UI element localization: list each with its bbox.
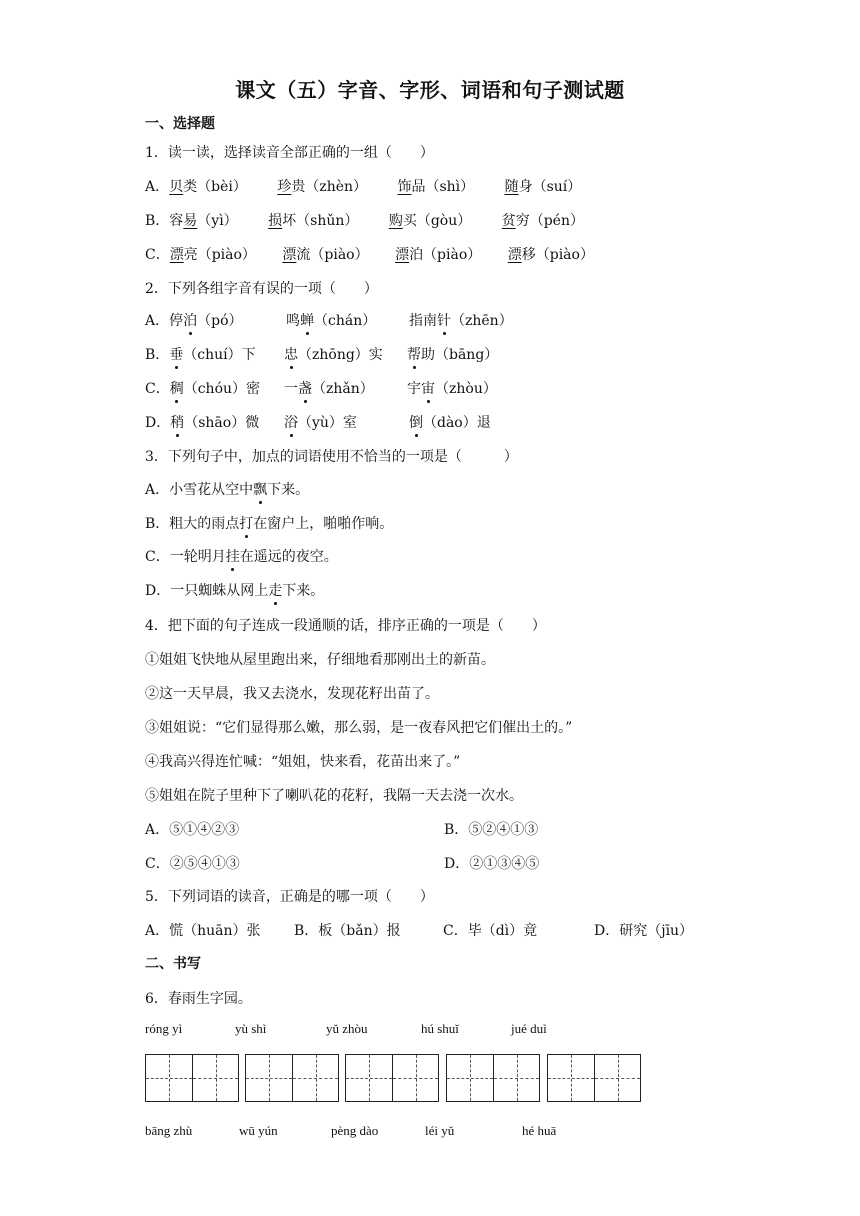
writing-cell[interactable] <box>192 1055 238 1101</box>
q2-option-c-word-2: 一盏（zhǎn） <box>284 378 374 398</box>
writing-cell[interactable] <box>292 1055 338 1101</box>
q2-option-c: C．稠（chóu）密 <box>145 378 260 398</box>
pinyin-5: jué duì <box>511 1021 547 1036</box>
writing-cell[interactable] <box>493 1055 539 1101</box>
writing-cell[interactable] <box>548 1055 594 1101</box>
q4-sentence-5: ⑤姐姐在院子里种下了喇叭花的花籽，我隔一天去浇一次水。 <box>145 788 523 804</box>
writing-grid-2[interactable] <box>245 1054 339 1102</box>
q5-option-a: A．慌（huān）张 <box>145 923 261 939</box>
q4-sentence-1: ①姐姐飞快地从屋里跑出来，仔细地看那刚出土的新苗。 <box>145 652 495 668</box>
q4-sentence-4: ④我高兴得连忙喊：“姐姐，快来看，花苗出来了。” <box>145 754 461 770</box>
q5-option-c: C．毕（dì）竟 <box>443 923 538 939</box>
writing-grid-5[interactable] <box>547 1054 641 1102</box>
q3-option-d: D．一只蜘蛛从网上走下来。 <box>145 580 324 600</box>
q2-option-d: D．稍（shāo）微 <box>145 412 259 432</box>
question-6-stem: 6．春雨生字园。 <box>145 991 252 1007</box>
question-4-stem: 4．把下面的句子连成一段通顺的话，排序正确的一项是（ ） <box>145 618 546 634</box>
question-2-stem: 2．下列各组字音有误的一项（ ） <box>145 281 378 297</box>
q3-option-a: A．小雪花从空中飘下来。 <box>145 479 309 499</box>
q2-option-b-word-2: 忠（zhōng）实 <box>284 344 383 364</box>
q2-option-a: A．停泊（pó） <box>145 310 243 330</box>
writing-grid-3[interactable] <box>345 1054 439 1102</box>
writing-cell[interactable] <box>346 1055 392 1101</box>
pinyin-2: yù shì <box>235 1021 267 1036</box>
page-title: 课文（五）字音、字形、词语和句子测试题 <box>235 78 625 102</box>
q2-option-a-word-3: 指南针（zhēn） <box>409 310 513 330</box>
q5-option-b: B．板（bǎn）报 <box>294 923 401 939</box>
pinyin-1: róng yì <box>145 1021 183 1036</box>
q4-option-a: A．⑤①④②③ <box>145 822 240 838</box>
writing-cell[interactable] <box>447 1055 493 1101</box>
q5-option-d: D．研究（jīu） <box>594 923 694 939</box>
q4-sentence-2: ②这一天早晨，我又去浇水，发现花籽出苗了。 <box>145 686 439 702</box>
pinyin-9: léi yǔ <box>425 1123 455 1138</box>
writing-grid-1[interactable] <box>145 1054 239 1102</box>
q2-option-b: B．垂（chuí）下 <box>145 344 256 364</box>
q4-option-d: D．②①③④⑤ <box>444 856 540 872</box>
pinyin-6: bāng zhù <box>145 1123 193 1138</box>
q2-option-b-word-3: 帮助（bāng） <box>407 344 498 364</box>
q3-option-b: B．粗大的雨点打在窗户上，啪啪作响。 <box>145 513 393 533</box>
pinyin-3: yǔ zhòu <box>326 1021 368 1036</box>
pinyin-4: hú shuǐ <box>421 1021 459 1036</box>
q4-sentence-3: ③姐姐说：“它们显得那么嫩，那么弱，是一夜春风把它们催出土的。” <box>145 720 573 736</box>
writing-grid-4[interactable] <box>446 1054 540 1102</box>
question-3-stem: 3．下列句子中，加点的词语使用不恰当的一项是（ ） <box>145 449 518 465</box>
pinyin-8: pèng dào <box>331 1123 379 1138</box>
question-5-stem: 5．下列词语的读音，正确是的哪一项（ ） <box>145 889 434 905</box>
pinyin-7: wū yún <box>239 1123 278 1138</box>
q1-option-b: B．容易（yì） 损坏（shǔn） 购买（gòu） 贫穷（pén） <box>145 213 584 229</box>
q2-option-d-word-2: 浴（yù）室 <box>284 412 357 432</box>
q1-option-c: C．漂亮（piào） 漂流（piào） 漂泊（piào） 漂移（piào） <box>145 247 594 263</box>
q4-option-c: C．②⑤④①③ <box>145 856 240 872</box>
writing-cell[interactable] <box>146 1055 192 1101</box>
writing-cell[interactable] <box>392 1055 438 1101</box>
q4-option-b: B．⑤②④①③ <box>444 822 539 838</box>
q1-option-a: A．贝类（bèi） 珍贵（zhèn） 饰品（shì） 随身（suí） <box>145 179 582 195</box>
pinyin-10: hé huā <box>522 1123 557 1138</box>
question-1-stem: 1．读一读，选择读音全部正确的一组（ ） <box>145 145 434 161</box>
writing-cell[interactable] <box>594 1055 640 1101</box>
section-heading-choice: 一、选择题 <box>145 116 215 132</box>
writing-cell[interactable] <box>246 1055 292 1101</box>
q3-option-c: C．一轮明月挂在遥远的夜空。 <box>145 546 338 566</box>
q2-option-a-word-2: 鸣蝉（chán） <box>286 310 376 330</box>
q2-option-c-word-3: 宇宙（zhòu） <box>407 378 497 398</box>
q2-option-d-word-3: 倒（dào）退 <box>409 412 491 432</box>
section-heading-writing: 二、书写 <box>145 956 201 972</box>
